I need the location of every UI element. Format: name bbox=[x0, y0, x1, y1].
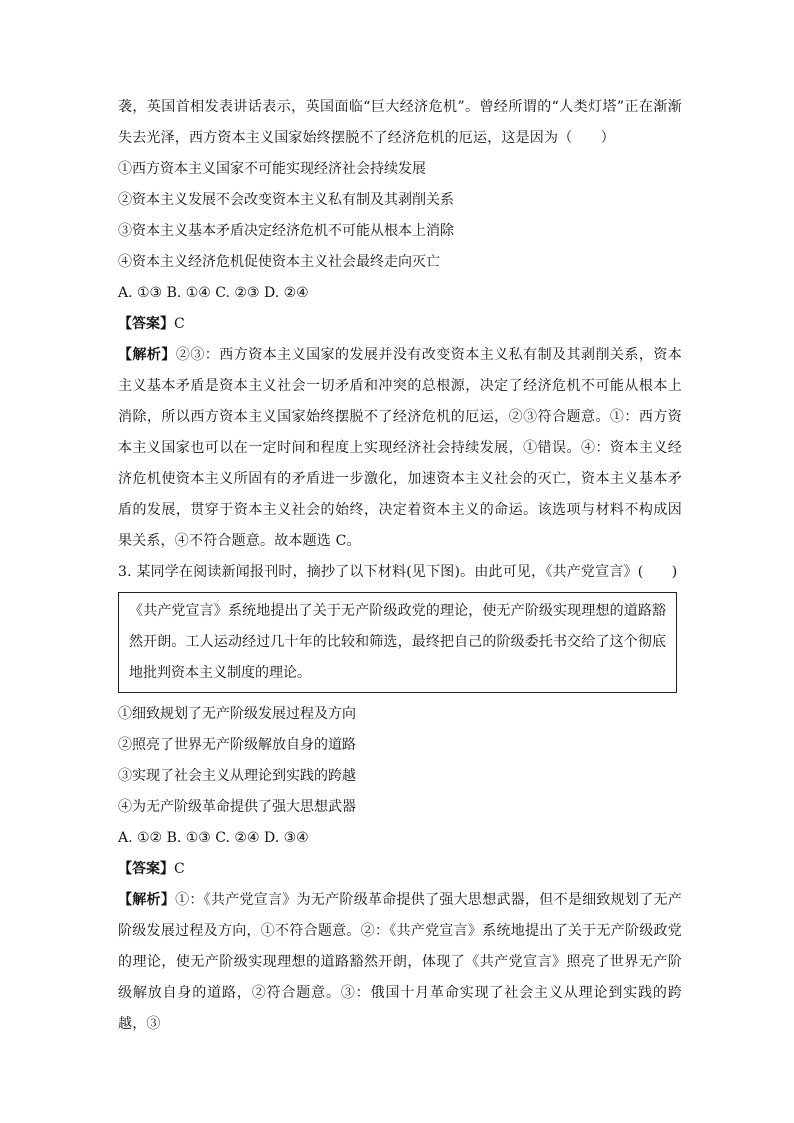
question-2-option-3: ③资本主义基本矛盾决定经济危机不可能从根本上消除 bbox=[118, 223, 454, 239]
question-3-answer bbox=[118, 854, 682, 885]
question-3-option-1: ①细致规划了无产阶级发展过程及方向 bbox=[118, 706, 356, 722]
question-2-option-4: ④资本主义经济危机促使资本主义社会最终走向灭亡 bbox=[118, 254, 440, 270]
question-2-choices: A. ①③ B. ①④ C. ②③ D. ②④ bbox=[118, 285, 309, 301]
question-3-stem: 3. 某同学在阅读新闻报刊时，摘抄了以下材料(见下图)。由此可见，《共产党宣言》( ) bbox=[118, 564, 678, 580]
question-2-stem: 袭，英国首相发表讲话表示，英国面临“巨大经济危机”。曾经所谓的“人类灯塔”正在渐渐失去光泽，西方资本主义国家始终摆脱不了经济危机的厄运，这是因为（ ） bbox=[118, 99, 682, 146]
analysis-text: ②③：西方资本主义国家的发展并没有改变资本主义私有制及其剥削关系，资本主义基本矛盾是资本主义社会一切矛盾和冲突的总根源，决定了经济危机不可能从根本上消除，所以西方资本主义国家始终摆脱不了经济危机的厄运，②③符合题意。①：西方资本主义国家也可以在一定时间和程度上实现经济社会持续发展，①错误。④：资本主义经济危机使资本主义所固有的矛盾进一步激化，加速资本主义社会的灭亡，资本主义基本矛盾的发展，贯穿于资本主义社会的始终，决定着资本主义的命运。该选项与材料不构成因果关系，④不符合题意。故本题选 C。 bbox=[118, 347, 682, 549]
question-3-option-2: ②照亮了世界无产阶级解放自身的道路 bbox=[118, 737, 356, 753]
answer-value: C bbox=[174, 316, 185, 332]
document-page bbox=[118, 92, 682, 1040]
question-2-answer bbox=[118, 309, 682, 340]
analysis-label: 【解析】 bbox=[118, 892, 176, 908]
answer-label: 【答案】 bbox=[118, 316, 174, 332]
analysis-text: ①：《共产党宣言》为无产阶级革命提供了强大思想武器，但不是细致规划了无产阶级发展过程及方向，①不符合题意。②：《共产党宣言》系统地提出了关于无产阶级政党的理论，使无产阶级实现理想的道路豁然开朗，体现了《共产党宣言》照亮了世界无产阶级解放自身的道路，②符合题意。③：俄国十月革命实现了社会主义从理论到实践的跨越，③ bbox=[118, 892, 682, 1032]
answer-label: 【答案】 bbox=[118, 861, 174, 877]
question-3-choices: A. ①② B. ①③ C. ②④ D. ③④ bbox=[118, 830, 309, 846]
question-2-analysis bbox=[118, 340, 682, 557]
question-2-option-2: ②资本主义发展不会改变资本主义私有制及其剥削关系 bbox=[118, 192, 454, 208]
question-2-option-1: ①西方资本主义国家不可能实现经济社会持续发展 bbox=[118, 161, 426, 177]
answer-value: C bbox=[174, 861, 185, 877]
question-3-analysis bbox=[118, 885, 682, 1040]
question-3-material-box: 《共产党宣言》系统地提出了关于无产阶级政党的理论，使无产阶级实现理想的道路豁然开朗。工人运动经过几十年的比较和筛选，最终把自己的阶级委托书交给了这个彻底地批判资本主义制度的理论。 bbox=[118, 592, 677, 693]
question-3-option-3: ③实现了社会主义从理论到实践的跨越 bbox=[118, 768, 356, 784]
question-3-option-4: ④为无产阶级革命提供了强大思想武器 bbox=[118, 799, 356, 815]
analysis-label: 【解析】 bbox=[118, 347, 176, 363]
